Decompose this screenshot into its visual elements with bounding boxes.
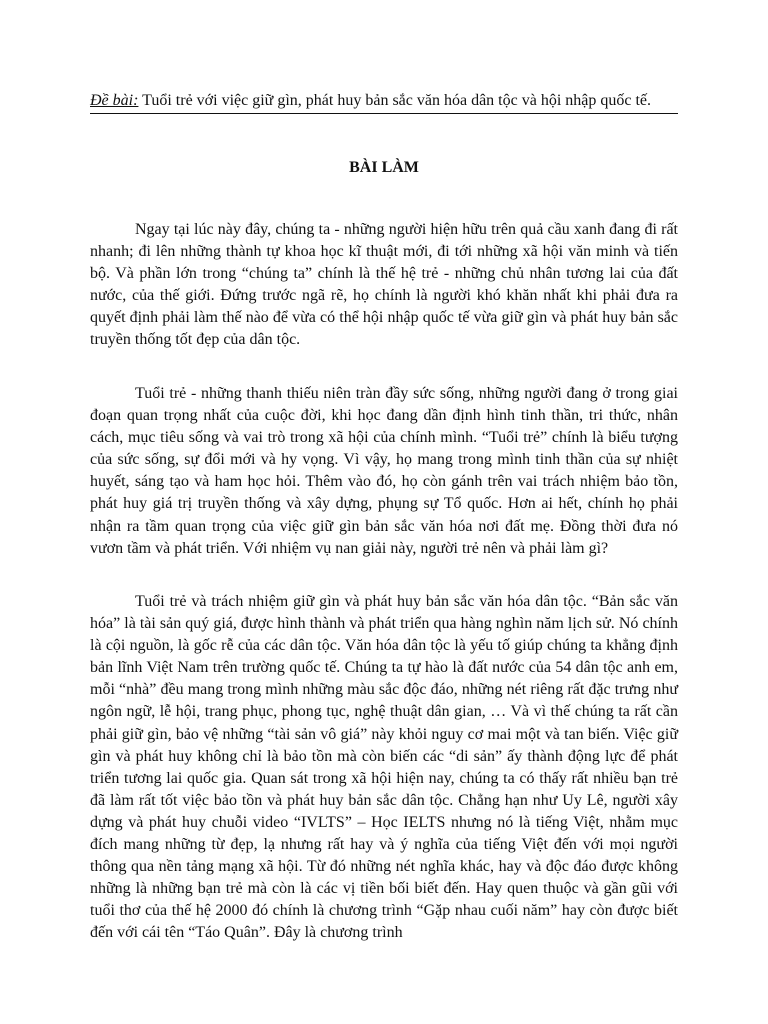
topic-text: Tuổi trẻ với việc giữ gìn, phát huy bản sắc văn hóa dân tộc và hội nhập quốc tế. <box>138 92 652 109</box>
paragraph-2: Tuổi trẻ - những thanh thiếu niên tràn đầy sức sống, những người đang ở trong giai đoạn quan trọng nhất của cuộc đời, khi học đang dần định hình tinh thần, tri thức, nhân cách, mục tiêu sống và vai trò trong xã hội của chính mình. “Tuổi trẻ” chính là biểu tượng của sức sống, sự đổi mới và hy vọng. Vì vậy, họ mang trong mình tinh thần của sự nhiệt huyết, sáng tạo và ham học hỏi. Thêm vào đó, họ còn gánh trên vai trách nhiệm bảo tồn, phát huy giá trị truyền thống và xây dựng, phụng sự Tổ quốc. Hơn ai hết, chính họ phải nhận ra tầm quan trọng của việc giữ gìn bản sắc văn hóa nơi đất mẹ. Đồng thời đưa nó vươn tầm và phát triển. Với nhiệm vụ nan giải này, người trẻ nên và phải làm gì? <box>90 385 678 557</box>
paragraph-1: Ngay tại lúc này đây, chúng ta - những người hiện hữu trên quả cầu xanh đang đi rất nhanh; đi lên những thành tự khoa học kĩ thuật mới, đi tới những xã hội văn minh và tiến bộ. Và phần lớn trong “chúng ta” chính là thế hệ trẻ - những chủ nhân tương lai của đất nước, của thế giới. Đứng trước ngã rẽ, họ chính là người khó khăn nhất khi phải đưa ra quyết định phải làm thế nào để vừa có thể hội nhập quốc tế vừa giữ gìn và phát huy bản sắc truyền thống tốt đẹp của dân tộc. <box>90 221 678 349</box>
topic-label: Đề bài: <box>90 92 139 109</box>
paragraph-3: Tuổi trẻ và trách nhiệm giữ gìn và phát huy bản sắc văn hóa dân tộc. “Bản sắc văn hóa” là tài sản quý giá, được hình thành và phát triển qua hàng nghìn năm lịch sử. Nó chính là cội nguồn, là gốc rễ của các dân tộc. Văn hóa dân tộc là yếu tố giúp chúng ta khẳng định bản lĩnh Việt Nam trên trường quốc tế. Chúng ta tự hào là đất nước của 54 dân tộc anh em, mỗi “nhà” đều mang trong mình những màu sắc độc đáo, những nét riêng rất đặc trưng như ngôn ngữ, lễ hội, trang phục, phong tục, nghệ thuật dân gian, … Và vì thế chúng ta rất cần phải giữ gìn, bảo vệ những “tài sản vô giá” này khỏi nguy cơ mai một và tan biến. Việc giữ gìn và phát huy không chỉ là bảo tồn mà còn biến các “di sản” ấy thành động lực để phát triển tương lai quốc gia. Quan sát trong xã hội hiện nay, chúng ta có thấy rất nhiều bạn trẻ đã làm rất tốt việc bảo tồn và phát huy bản sắc dân tộc. Chẳng hạn như Uy Lê, người xây dựng và phát huy chuỗi video “IVLTS” – Học IELTS nhưng nó là tiếng Việt, nhằm mục đích mang những từ đẹp, lạ nhưng rất hay và ý nghĩa của tiếng Việt đến với mọi người thông qua nền tảng mạng xã hội. Từ đó những nét nghĩa khác, hay và độc đáo được không những là những bạn trẻ mà còn là các vị tiền bối biết đến. Hay quen thuộc và gần gũi với tuổi thơ của thế hệ 2000 đó chính là chương trình “Gặp nhau cuối năm” hay còn được biết đến với cái tên “Táo Quân”. Đây là chương trình <box>90 593 678 942</box>
assignment-topic <box>90 90 678 114</box>
essay-heading: BÀI LÀM <box>349 159 419 176</box>
